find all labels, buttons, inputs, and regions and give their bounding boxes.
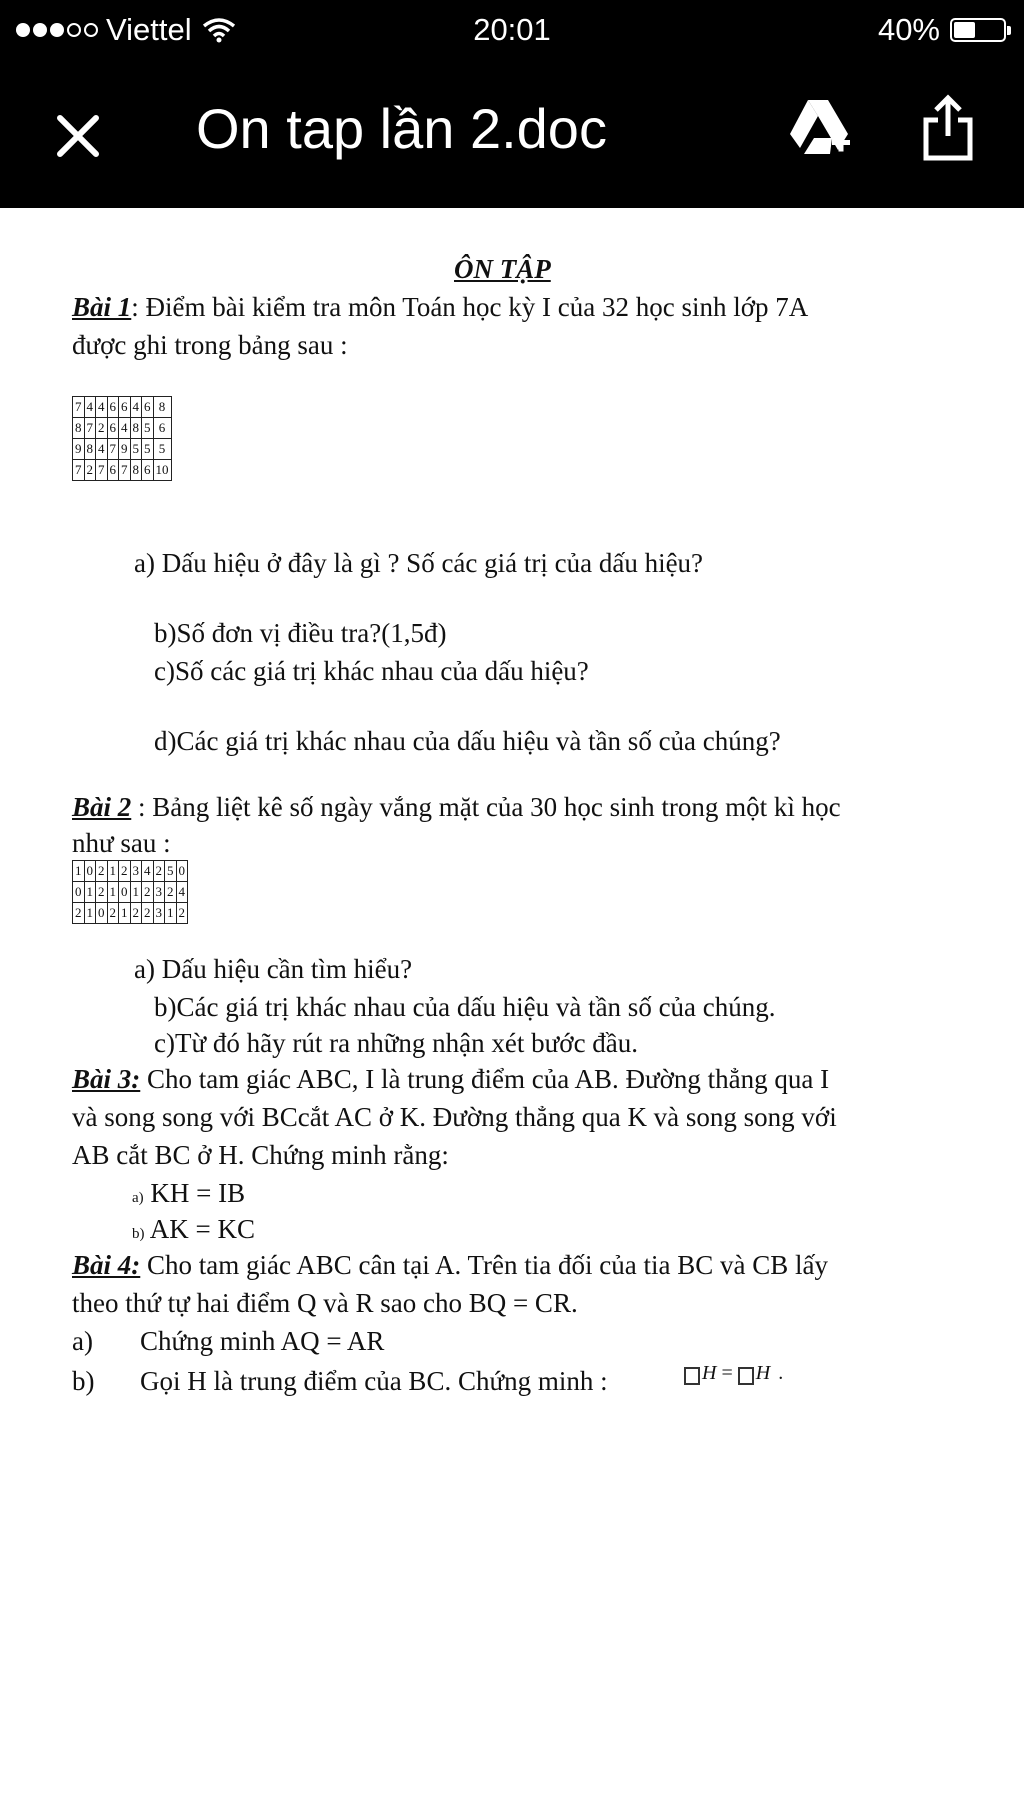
table-cell: 4 bbox=[130, 397, 142, 418]
table-cell: 8 bbox=[73, 418, 85, 439]
battery-icon bbox=[950, 18, 1006, 42]
table-cell: 3 bbox=[130, 861, 142, 882]
bai1-label: Bài 1 bbox=[72, 292, 132, 322]
broken-glyph-icon bbox=[738, 1367, 754, 1385]
table-cell: 1 bbox=[107, 861, 119, 882]
table-cell: 1 bbox=[73, 861, 85, 882]
table-cell: 2 bbox=[96, 882, 108, 903]
table-cell: 4 bbox=[176, 882, 188, 903]
bai2-absence-table bbox=[72, 860, 188, 924]
formula-end: . bbox=[778, 1362, 784, 1384]
table-cell: 3 bbox=[153, 903, 165, 924]
table-cell: 2 bbox=[96, 861, 108, 882]
table-cell: 2 bbox=[165, 882, 177, 903]
table-cell: 1 bbox=[84, 903, 96, 924]
table-cell: 2 bbox=[153, 861, 165, 882]
battery-indicator bbox=[878, 12, 1006, 48]
page-title: ÔN TẬP bbox=[454, 254, 551, 284]
bai3-line1 bbox=[72, 1064, 829, 1095]
formula-sub2: H bbox=[755, 1362, 771, 1384]
table-row bbox=[73, 882, 188, 903]
bai2-intro2: như sau : bbox=[72, 828, 171, 858]
close-icon[interactable] bbox=[48, 106, 108, 166]
bai2-intro-line bbox=[72, 792, 841, 823]
bai3-label: Bài 3: bbox=[72, 1064, 141, 1094]
table-cell: 2 bbox=[176, 903, 188, 924]
table-cell: 6 bbox=[107, 460, 119, 481]
table-cell: 0 bbox=[73, 882, 85, 903]
table-row bbox=[73, 861, 188, 882]
table-cell: 6 bbox=[107, 397, 119, 418]
table-row bbox=[73, 439, 172, 460]
table-cell: 1 bbox=[107, 882, 119, 903]
table-cell: 6 bbox=[119, 397, 131, 418]
table-cell: 2 bbox=[142, 882, 154, 903]
table-cell: 5 bbox=[142, 439, 154, 460]
bai4-line2: theo thứ tự hai điểm Q và R sao cho BQ = CR. bbox=[72, 1288, 578, 1318]
carrier-name: Viettel bbox=[106, 12, 192, 47]
bai3-part-b bbox=[132, 1214, 255, 1245]
table-cell: 4 bbox=[84, 397, 96, 418]
bai4-part-a-text: Chứng minh AQ = AR bbox=[140, 1326, 385, 1356]
table-cell: 7 bbox=[119, 460, 131, 481]
bai3-part-b-label: b) bbox=[132, 1226, 145, 1242]
bai2-question-a: a) Dấu hiệu cần tìm hiểu? bbox=[134, 954, 413, 984]
bai3-line2: và song song với BCcắt AC ở K. Đường thẳng qua K và song song với bbox=[72, 1102, 837, 1132]
table-cell: 1 bbox=[119, 903, 131, 924]
bai1-intro: : Điểm bài kiểm tra môn Toán học kỳ I của 32 học sinh lớp 7A bbox=[131, 292, 809, 322]
bai1-score-table bbox=[72, 396, 172, 481]
table-cell: 5 bbox=[130, 439, 142, 460]
add-to-drive-icon[interactable] bbox=[786, 96, 852, 162]
table-cell: 7 bbox=[84, 418, 96, 439]
bai3-text1: Cho tam giác ABC, I là trung điểm của AB. Đường thẳng qua I bbox=[140, 1064, 830, 1094]
bai3-line3: AB cắt BC ở H. Chứng minh rằng: bbox=[72, 1140, 449, 1170]
table-cell: 2 bbox=[96, 418, 108, 439]
bai4-label: Bài 4: bbox=[72, 1250, 141, 1280]
table-cell: 8 bbox=[130, 460, 142, 481]
table-cell: 2 bbox=[73, 903, 85, 924]
status-bar bbox=[0, 0, 1024, 58]
table-cell: 5 bbox=[142, 418, 154, 439]
toolbar bbox=[0, 58, 1024, 208]
bai1-question-a: a) Dấu hiệu ở đây là gì ? Số các giá trị của dấu hiệu? bbox=[134, 548, 704, 578]
table-cell: 4 bbox=[96, 439, 108, 460]
bai1-intro2: được ghi trong bảng sau : bbox=[72, 330, 348, 360]
bai3-part-a-label: a) bbox=[132, 1190, 144, 1206]
table-cell: 8 bbox=[153, 397, 171, 418]
table-cell: 5 bbox=[165, 861, 177, 882]
status-time: 20:01 bbox=[473, 12, 551, 47]
table-cell: 4 bbox=[142, 861, 154, 882]
table-cell: 0 bbox=[84, 861, 96, 882]
share-icon[interactable] bbox=[920, 92, 976, 164]
table-row bbox=[73, 460, 172, 481]
bai1-question-c: c)Số các giá trị khác nhau của dấu hiệu? bbox=[154, 656, 589, 686]
table-row bbox=[73, 903, 188, 924]
table-cell: 1 bbox=[84, 882, 96, 903]
bai4-part-b-label: b) bbox=[72, 1366, 95, 1396]
bai1-intro-line bbox=[72, 292, 808, 323]
table-cell: 7 bbox=[73, 397, 85, 418]
bai4-text1: Cho tam giác ABC cân tại A. Trên tia đối của tia BC và CB lấy bbox=[140, 1250, 828, 1280]
bai2-intro: : Bảng liệt kê số ngày vắng mặt của 30 học sinh trong một kì học bbox=[131, 792, 841, 822]
bai4-formula bbox=[684, 1362, 783, 1385]
bai1-question-d: d)Các giá trị khác nhau của dấu hiệu và tần số của chúng? bbox=[154, 726, 781, 756]
table-cell: 6 bbox=[153, 418, 171, 439]
table-cell: 2 bbox=[107, 903, 119, 924]
table-cell: 6 bbox=[142, 460, 154, 481]
table-cell: 0 bbox=[96, 903, 108, 924]
table-cell: 1 bbox=[130, 882, 142, 903]
table-cell: 9 bbox=[73, 439, 85, 460]
table-cell: 0 bbox=[119, 882, 131, 903]
document-title: On tap lần 2.doc bbox=[196, 97, 607, 160]
table-cell: 2 bbox=[119, 861, 131, 882]
battery-percent: 40% bbox=[877, 12, 940, 47]
table-cell: 6 bbox=[107, 418, 119, 439]
bai1-question-b: b)Số đơn vị điều tra?(1,5đ) bbox=[154, 618, 447, 648]
table-cell: 0 bbox=[176, 861, 188, 882]
formula-sub1: H bbox=[702, 1362, 717, 1384]
table-cell: 9 bbox=[119, 439, 131, 460]
table-cell: 1 bbox=[165, 903, 177, 924]
table-cell: 8 bbox=[84, 439, 96, 460]
formula-eq: = bbox=[721, 1362, 733, 1384]
table-cell: 4 bbox=[96, 397, 108, 418]
table-cell: 3 bbox=[153, 882, 165, 903]
table-cell: 7 bbox=[73, 460, 85, 481]
bai2-question-b: b)Các giá trị khác nhau của dấu hiệu và tần số của chúng. bbox=[154, 992, 776, 1022]
document-page[interactable] bbox=[0, 208, 1024, 1820]
broken-glyph-icon bbox=[684, 1367, 700, 1385]
table-cell: 7 bbox=[96, 460, 108, 481]
table-row bbox=[73, 418, 172, 439]
table-cell: 4 bbox=[119, 418, 131, 439]
bai2-label: Bài 2 bbox=[72, 792, 132, 822]
table-row bbox=[73, 397, 172, 418]
bai2-question-c: c)Từ đó hãy rút ra những nhận xét bước đầu. bbox=[154, 1028, 639, 1058]
bai3-part-a-text: KH = IB bbox=[150, 1178, 246, 1208]
bai4-part-b-text: Gọi H là trung điểm của BC. Chứng minh : bbox=[140, 1366, 608, 1396]
table-cell: 7 bbox=[107, 439, 119, 460]
table-cell: 2 bbox=[84, 460, 96, 481]
table-cell: 2 bbox=[130, 903, 142, 924]
table-cell: 5 bbox=[153, 439, 171, 460]
bai4-part-a-label: a) bbox=[72, 1326, 93, 1356]
bai3-part-a bbox=[132, 1178, 245, 1209]
table-cell: 8 bbox=[130, 418, 142, 439]
table-cell: 2 bbox=[142, 903, 154, 924]
bai3-part-b-text: AK = KC bbox=[149, 1214, 255, 1244]
table-cell: 10 bbox=[153, 460, 171, 481]
bai4-line1 bbox=[72, 1250, 828, 1281]
table-cell: 6 bbox=[142, 397, 154, 418]
